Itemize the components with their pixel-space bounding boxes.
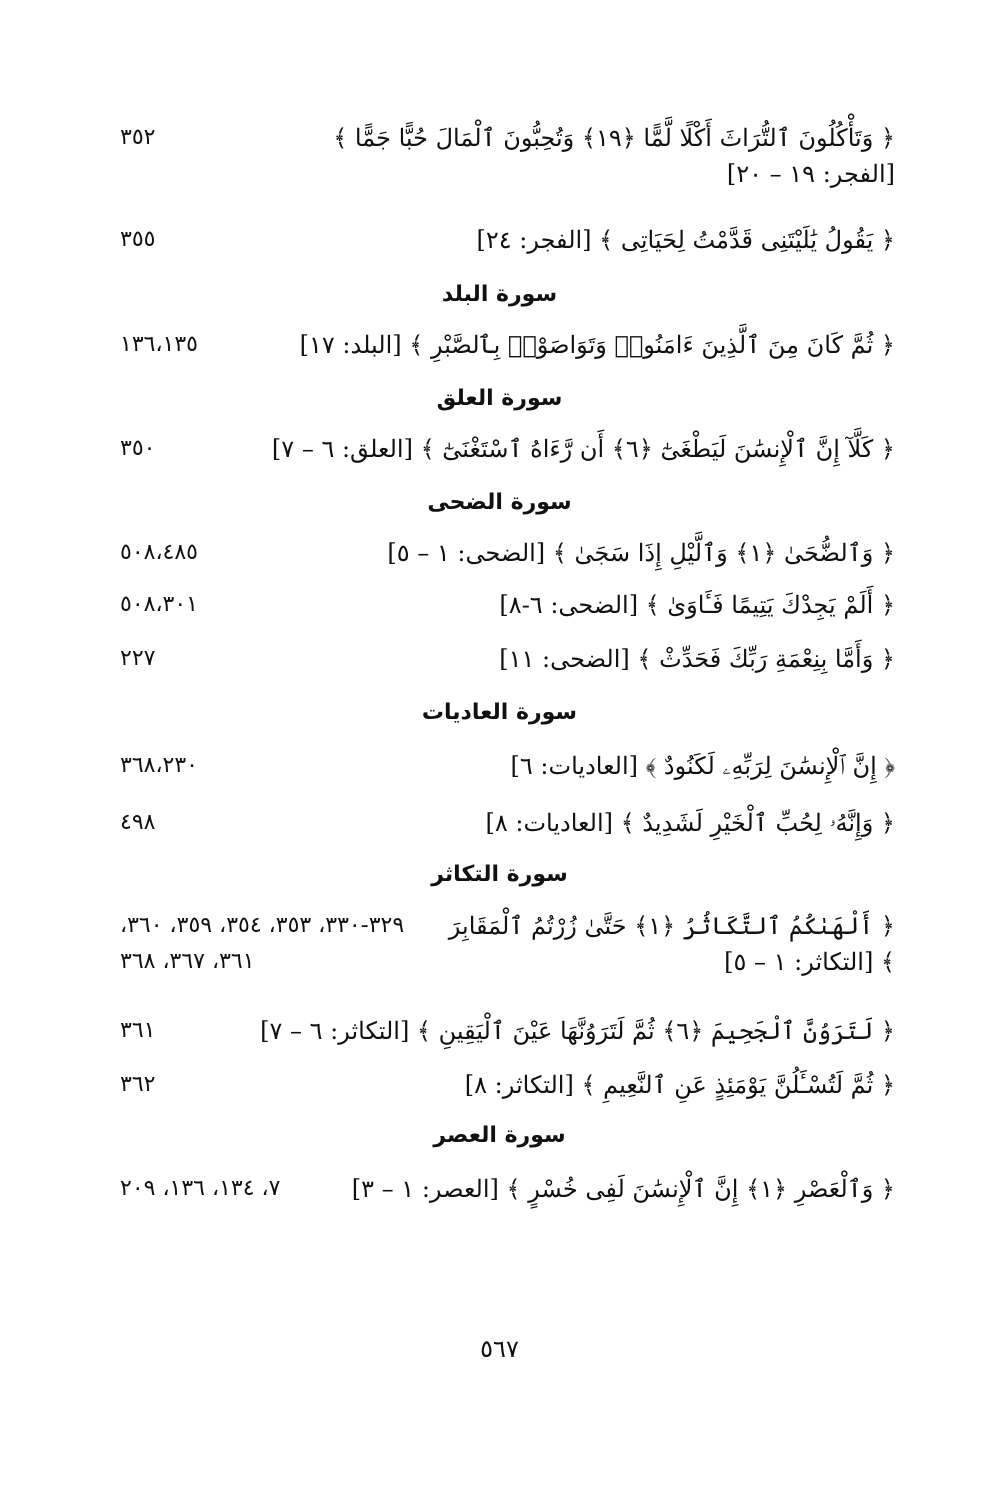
verse-text: ﴿ إِنَّ ٱلْإِنسَٰنَ لِرَبِّهِۦ لَكَنُودٌ ﴾ [العاديات: ٦] bbox=[510, 752, 895, 780]
index-entry bbox=[120, 587, 895, 623]
page-refs: ٥٠٨،٣٠١ bbox=[120, 592, 198, 617]
index-entry bbox=[120, 1171, 895, 1207]
verse-text: ﴿ وَٱلضُّحَىٰ ﴿١﴾ وَٱلَّيْلِ إِذَا سَجَىٰ ﴾ [الضحى: ١ – ٥] bbox=[387, 539, 895, 567]
verse-text: ﴿ وَتَأْكُلُونَ ٱلتُّرَاثَ أَكْلًا لَّمًّا ﴿١٩﴾ وَتُحِبُّونَ ٱلْمَالَ حُبًّا جَمًّا ﴾ [الفجر: ١٩ – ٢٠] bbox=[333, 124, 895, 188]
index-entry bbox=[120, 1067, 895, 1103]
page-number: ٥٦٧ bbox=[480, 1335, 519, 1363]
index-entry bbox=[120, 222, 895, 258]
verse-text: ﴿ وَأَمَّا بِنِعْمَةِ رَبِّكَ فَحَدِّثْ ﴾ [الضحى: ١١] bbox=[499, 645, 895, 673]
verse-text: ﴿ ثُمَّ لَتُسْـَٔلُنَّ يَوْمَئِذٍ عَنِ ٱلنَّعِيمِ ﴾ [التكاثر: ٨] bbox=[464, 1071, 895, 1099]
verse-text: ﴿ أَلَمْ يَجِدْكَ يَتِيمًا فَـَٔاوَىٰ ﴾ [الضحى: ٦-٨] bbox=[499, 591, 895, 619]
page-refs: ٧، ١٣٤، ١٣٦، ٢٠٩ bbox=[120, 1176, 281, 1201]
page-refs: ٣٥٠ bbox=[120, 436, 156, 461]
page-refs: ١٣٦،١٣٥ bbox=[120, 332, 198, 357]
surah-heading: سورة الضحى bbox=[427, 490, 572, 515]
page-refs: ٣٦١ bbox=[120, 1018, 156, 1043]
page-refs: ٣٦٨،٢٣٠ bbox=[120, 753, 198, 778]
page-refs: ٢٢٧ bbox=[120, 646, 156, 671]
index-entry bbox=[120, 1013, 895, 1049]
page-refs: ٣٢٩-٣٣٠، ٣٥٣، ٣٥٤، ٣٥٩، ٣٦٠، ٣٦١، ٣٦٧، ٣٦٨ bbox=[120, 913, 405, 974]
index-entry bbox=[120, 805, 895, 841]
surah-heading: سورة البلد bbox=[441, 282, 558, 307]
surah-heading: سورة التكاثر bbox=[431, 862, 568, 887]
surah-heading: سورة العاديات bbox=[421, 700, 578, 725]
page-refs: ٣٦٢ bbox=[120, 1072, 156, 1097]
index-entry bbox=[120, 327, 895, 363]
index-entry bbox=[120, 748, 895, 784]
surah-heading: سورة العلق bbox=[436, 386, 563, 411]
verse-text: ﴿ لَتَرَوُنَّ ٱلْجَحِيمَ ﴿٦﴾ ثُمَّ لَتَرَوُنَّهَا عَيْنَ ٱلْيَقِينِ ﴾ [التكاثر: ٦ – ٧] bbox=[260, 1017, 895, 1045]
verse-text: ﴿ وَإِنَّهُۥ لِحُبِّ ٱلْخَيْرِ لَشَدِيدٌ ﴾ [العاديات: ٨] bbox=[485, 809, 895, 837]
index-entry bbox=[120, 641, 895, 677]
page-refs: ٣٥٥ bbox=[120, 227, 156, 252]
index-entry bbox=[120, 431, 895, 467]
index-entry bbox=[120, 120, 895, 192]
verse-text: ﴿ أَلْهَىٰكُمُ ٱلتَّكَاثُرُ ﴿١﴾ حَتَّىٰ زُرْتُمُ ٱلْمَقَابِرَ ﴾ [التكاثر: ١ – ٥] bbox=[448, 912, 895, 976]
surah-heading: سورة العصر bbox=[433, 1123, 566, 1148]
verse-text: ﴿ يَقُولُ يَٰلَيْتَنِى قَدَّمْتُ لِحَيَاتِى ﴾ [الفجر: ٢٤] bbox=[476, 226, 895, 254]
page-refs: ٣٥٢ bbox=[120, 125, 156, 150]
index-entry bbox=[120, 535, 895, 571]
page-refs: ٥٠٨،٤٨٥ bbox=[120, 540, 198, 565]
verse-text: ﴿ كَلَّآ إِنَّ ٱلْإِنسَٰنَ لَيَطْغَىٰٓ ﴿٦﴾ أَن رَّءَاهُ ٱسْتَغْنَىٰٓ ﴾ [العلق: ٦ – ٧] bbox=[271, 435, 895, 463]
page-refs: ٤٩٨ bbox=[120, 810, 156, 835]
index-entry bbox=[120, 908, 895, 980]
verse-text: ﴿ ثُمَّ كَانَ مِنَ ٱلَّذِينَ ءَامَنُوا۟ وَتَوَاصَوْا۟ بِٱلصَّبْرِ ﴾ [البلد: ١٧] bbox=[299, 331, 895, 359]
verse-text: ﴿ وَٱلْعَصْرِ ﴿١﴾ إِنَّ ٱلْإِنسَٰنَ لَفِى خُسْرٍ ﴾ [العصر: ١ – ٣] bbox=[351, 1175, 895, 1203]
